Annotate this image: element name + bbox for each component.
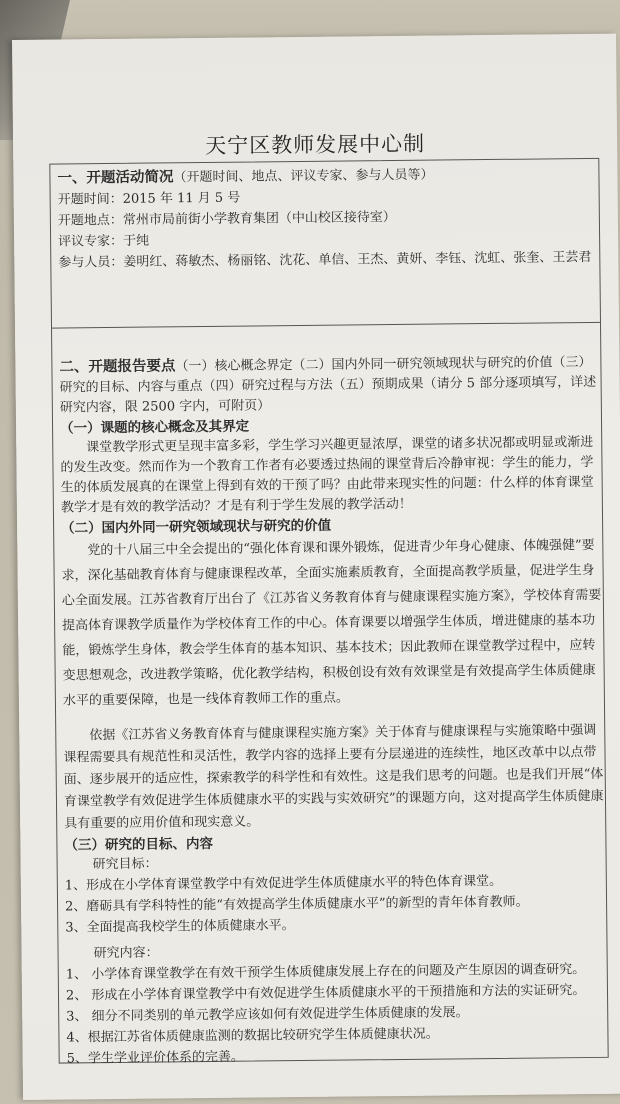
subsection3-title: （三）研究的目标、内容 bbox=[64, 835, 214, 854]
document-page bbox=[12, 34, 620, 1100]
section2-intro-paragraph bbox=[59, 352, 600, 419]
opening-place-label: 开题地点： bbox=[57, 212, 123, 229]
participants-label: 参与人员： bbox=[58, 254, 124, 271]
review-expert-value: 于纯 bbox=[123, 233, 150, 249]
section-report-points bbox=[59, 352, 606, 1070]
section2-intro: （一）核心概念界定（二）国内外同一研究领域现状与研究的价值（三）研究的目标、内容与重点（四）研究过程与方法（五）预期成果（请分 5 部分逐项填写，详述研究内容，限 2500 字内，可附页） bbox=[59, 354, 597, 416]
research-content-item: 5、学生学业评价体系的完善。 bbox=[66, 1049, 245, 1067]
opening-place-value: 常州市局前街小学教育集团（中山校区接待室） bbox=[122, 209, 396, 228]
research-goal-item: 3、全面提高我校学生的体质健康水平。 bbox=[65, 918, 295, 936]
research-goal-item: 2、磨砺具有学科特性的能“有效提高学生体质健康水平”的新型的青年体育教师。 bbox=[65, 894, 529, 915]
research-content-item: 3、 细分不同类别的单元教学应该如何有效促进学生体质健康的发展。 bbox=[66, 1005, 469, 1025]
subsection2-paragraph-1: 党的十八届三中全会提出的“强化体育课和课外锻炼，促进青少年身心健康、体魄强健”要求，深化基础教育体育与健康课程改革，全面实施素质教育，全面提高教学质量，促进学生身心全面发展。江苏省教育厅出台了《江苏省义务教育体育与健康课程实施方案》，学校体育需要提高体育课教学质量作为学校体育工作的中心。体育课要以增强学生体质，增进健康的基本功能，锻炼学生身体，教会学生体育的基本知识、基本技术；因此教师在课堂教学过程中，应转变思想观念，改进教学策略，优化教学结构，积极创设有效有效课堂是有效提高学生体质健康水平的重要保障，也是一线体育教师工作的重点。 bbox=[61, 537, 602, 709]
opening-time-label: 开题时间： bbox=[57, 191, 123, 208]
research-contents-label: 研究内容： bbox=[93, 945, 159, 962]
subsection2-title: （二）国内外同一研究领域现状与研究的价值 bbox=[61, 517, 332, 537]
section-activity-summary bbox=[57, 162, 594, 274]
subsection2-paragraph-2: 依据《江苏省义务教育体育与健康课程实施方案》关于体育与健康课程与实施策略中强调课程需要具有规范性和灵活性，教学内容的选择上要有分层递进的连续性，地区改革中以点带面、逐步展开的适应性，探索教学的科学性和有效性。这是我们思考的问题。也是我们开展“体育课堂教学有效促进学生体质健康水平的实践与实效研究”的课题方向，这对提高学生体质健康具有重要的应用价值和现实意义。 bbox=[63, 722, 604, 832]
research-goals-label: 研究目标： bbox=[92, 856, 158, 873]
opening-time-value: 2015 年 11 月 5 号 bbox=[122, 190, 241, 207]
subsection1-title: （一）课题的核心概念及其界定 bbox=[59, 418, 250, 437]
research-content-item: 2、 形成在小学体育课堂教学中有效促进学生体质健康水平的干预措施和方法的实证研究。 bbox=[65, 983, 586, 1004]
participants-value: 姜明红、蒋敏杰、杨丽铭、沈花、单信、王杰、黄妍、李钰、沈虹、张奎、王芸君 bbox=[123, 249, 592, 270]
research-content-item: 1、 小学体育课堂教学在有效干预学生体质健康发展上存在的问题及产生原因的调查研究。 bbox=[65, 962, 586, 983]
subsection1-text: 课堂教学形式更呈现丰富多彩，学生学习兴趣更显浓厚，课堂的诸多状况都或明显或渐进的发生改变。然而作为一个教育工作者有必要透过热闹的课堂背后冷静审视：学生的能力，学生的体质发展真的在课堂上得到有效的干预了吗？由此带来现实性的问题：什么样的体育课堂教学才是有效的教学活动？才是有利于学生发展的教学活动！ bbox=[60, 434, 594, 516]
research-goal-item: 1、形成在小学体育课堂教学中有效促进学生体质健康水平的特色体育课堂。 bbox=[64, 873, 503, 894]
section2-heading: 二、开题报告要点 bbox=[59, 357, 176, 376]
review-expert-label: 评议专家： bbox=[58, 233, 124, 250]
section1-heading-note: （开题时间、地点、评议专家、参与人员等） bbox=[173, 167, 434, 186]
document-title: 天宁区教师发展中心制 bbox=[204, 131, 426, 158]
research-content-item: 4、根据江苏省体质健康监测的数据比较研究学生体质健康状况。 bbox=[66, 1026, 439, 1046]
section1-heading: 一、开题活动简况 bbox=[57, 168, 174, 187]
